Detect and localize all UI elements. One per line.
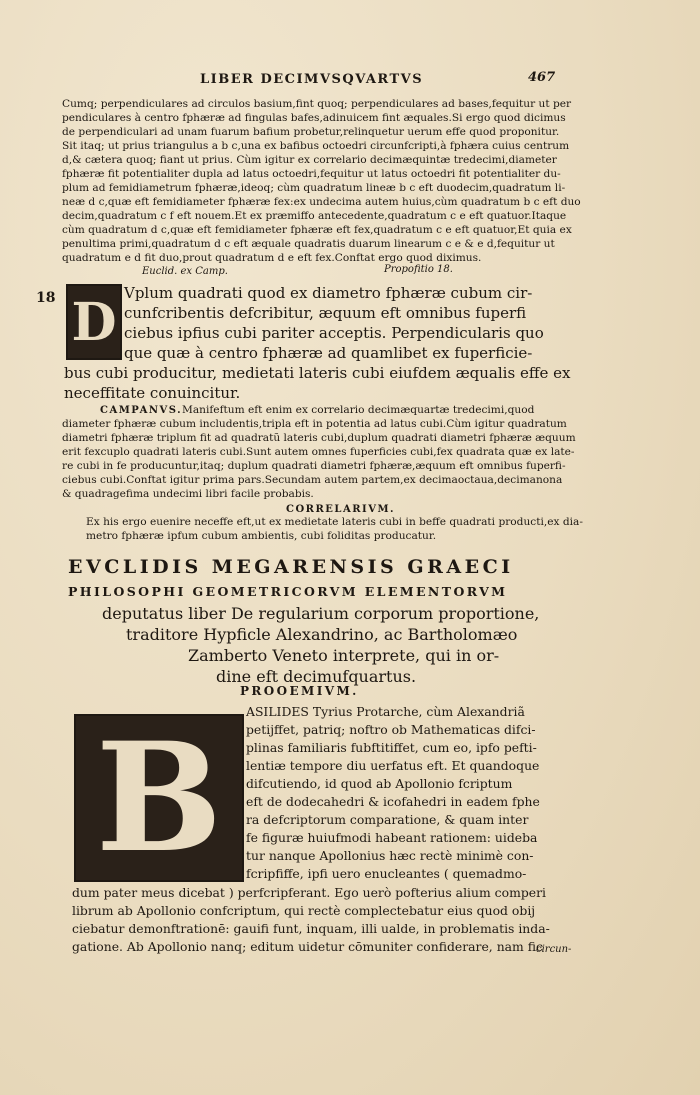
text-line: neceffitate conuincitur. bbox=[64, 384, 241, 402]
proposition-number: Propofitio 18. bbox=[384, 264, 453, 275]
text-line: ciebus ipfius cubi pariter acceptis. Perpendicularis quo bbox=[124, 324, 544, 342]
title-line: traditore Hypficle Alexandrino, ac Bartholomæo bbox=[126, 625, 518, 644]
text-line: tur nanque Apollonius hæc rectè minimè con- bbox=[246, 848, 534, 863]
text-line: metro fphæræ ipfum cubum ambientis, cubi foliditas producatur. bbox=[86, 530, 437, 542]
text-line: fe figuræ huiufmodi habeant rationem: uideba bbox=[246, 830, 538, 845]
text-line: quadratum e d fit duo,prout quadratum d e eft fex.Conftat ergo quod diximus. bbox=[62, 252, 482, 264]
text-line: neæ d c,quæ eft femidiameter fphæræ fex:ex undecima autem huius,cùm quadratum b c eft duo bbox=[62, 196, 581, 208]
decorated-initial-d: D bbox=[66, 284, 122, 360]
text-line: eft de dodecahedri & icofahedri in eadem fphe bbox=[246, 794, 540, 809]
title-line: dine eft decimufquartus. bbox=[216, 667, 417, 686]
text-line: Vplum quadrati quod ex diametro fphæræ cubum cir- bbox=[124, 284, 533, 302]
text-line: difcutiendo, id quod ab Apollonio fcriptum bbox=[246, 776, 513, 791]
text-line: d,& cætera quoq; fiant ut prius. Cùm igitur ex correlario decimæquintæ tredecimi,diameter bbox=[62, 154, 557, 166]
text-line: petijffet, patriq; noftro ob Mathematicas difci- bbox=[246, 722, 536, 737]
text-line: erit fexcuplo quadrati lateris cubi.Sunt autem omnes fuperficies cubi,fex quadrata quæ ex late- bbox=[62, 446, 575, 458]
title-line: Zamberto Veneto interprete, qui in or- bbox=[188, 646, 500, 665]
source-note: Euclid. ex Camp. bbox=[142, 266, 228, 277]
text-line: penultima primi,quadratum d c eft æquale quadratis duarum linearum c e & e d,fequitur ut bbox=[62, 238, 555, 250]
text-line: que quæ à centro fphæræ ad quamlibet ex fuperficie- bbox=[124, 344, 533, 362]
text-line: diameter fphæræ cubum includentis,tripla eft in potentia ad latus cubi.Cùm igitur quadratum bbox=[62, 418, 567, 430]
text-line: cùm quadratum d c,quæ eft femidiameter fphæræ eft fex,quadratum c e eft quatuor,Et quia ex bbox=[62, 224, 572, 236]
title-line: deputatus liber De regularium corporum proportione, bbox=[102, 604, 540, 623]
text-line: plum ad femidiametrum fphæræ,ideoq; cùm quadratum lineæ b c eft duodecim,quadratum li- bbox=[62, 182, 566, 194]
margin-note: 18 bbox=[36, 290, 56, 306]
text-line: pendiculares à centro fphæræ ad fingulas bafes,adinuicem fint æquales.Si ergo quod dicimus bbox=[62, 112, 566, 124]
text-line: gatione. Ab Apollonio nanq; editum uidetur cōmuniter confiderare, nam fic bbox=[72, 939, 543, 954]
text-line: dum pater meus dicebat ) perfcripferant. Ego uerò pofterius alium comperi bbox=[72, 885, 546, 900]
text-line: Ex his ergo euenire neceffe eft,ut ex medietate lateris cubi in beffe quadrati producti,ex dia- bbox=[86, 516, 583, 528]
text-line: ASILIDES Tyrius Protarche, cùm Alexandriã bbox=[246, 704, 525, 719]
text-line: fphæræ fit potentialiter dupla ad latus octoedri,fequitur ut latus octoedri fit potentialiter du- bbox=[62, 168, 561, 180]
correlarium-label: CORRELARIVM. bbox=[286, 504, 396, 515]
text-line: ciebatur demonftrationē: gauifi funt, inquam, illi ualde, in problematis inda- bbox=[72, 921, 550, 936]
text-line: Manifeftum eft enim ex correlario decimæquartæ tredecimi,quod bbox=[182, 404, 535, 416]
text-line: re cubi in fe producuntur,itaq; duplum quadrati diametri fphæræ,æquum eft omnibus fuperfi- bbox=[62, 460, 566, 472]
text-line: Sit itaq; ut prius triangulus a b c,una ex bafibus octoedri circunfcripti,à fphæra cuius centrum bbox=[62, 140, 570, 152]
text-line: bus cubi producitur, medietati lateris cubi eiufdem æqualis effe ex bbox=[64, 364, 571, 382]
folio-number: 467 bbox=[528, 70, 556, 85]
text-line: de perpendiculari ad unam fuarum bafium probetur,relinquetur uerum effe quod proponitur. bbox=[62, 126, 560, 138]
prooemium-heading: PROOEMIVM. bbox=[240, 684, 359, 698]
text-line: Cumq; perpendiculares ad circulos basium,fint quoq; perpendiculares ad bases,fequitur ut per bbox=[62, 98, 572, 110]
decorated-initial-b: B bbox=[74, 714, 244, 882]
text-line: & quadragefima undecimi libri facile probabis. bbox=[62, 488, 314, 500]
running-title: LIBER DECIMVSQVARTVS bbox=[200, 72, 424, 87]
text-line: lentiæ tempore diu uerfatus eft. Et quandoque bbox=[246, 758, 540, 773]
text-line: cunfcribentis defcribitur, æquum eft omnibus fuperfi bbox=[124, 304, 527, 322]
text-line: ciebus cubi.Conftat igitur prima pars.Secundam autem partem,ex decimaoctaua,decimanona bbox=[62, 474, 563, 486]
commentary-label: CAMPANVS. bbox=[100, 405, 183, 416]
text-line: decim,quadratum c f eft nouem.Et ex præmiffo antecedente,quadratum c e eft quatuor.Itaque bbox=[62, 210, 567, 222]
text-line: ra defcriptorum comparatione, & quam inter bbox=[246, 812, 529, 827]
book-title-line-2: PHILOSOPHI GEOMETRICORVM ELEMENTORVM bbox=[68, 584, 508, 599]
text-line: diametri fphæræ triplum fit ad quadratũ lateris cubi,duplum quadrati diametri fphæræ æquum bbox=[62, 432, 576, 444]
text-line: fcripfiffe, ipfi uero enucleantes ( quemadmo- bbox=[246, 866, 527, 881]
text-line: plinas familiaris fubftitiffet, cum eo, ipfo pefti- bbox=[246, 740, 537, 755]
catchword: circun- bbox=[536, 944, 572, 955]
text-line: librum ab Apollonio confcriptum, qui rectè complectebatur eius quod obij bbox=[72, 903, 536, 918]
book-title-line-1: EVCLIDIS MEGARENSIS GRAECI bbox=[68, 556, 514, 578]
